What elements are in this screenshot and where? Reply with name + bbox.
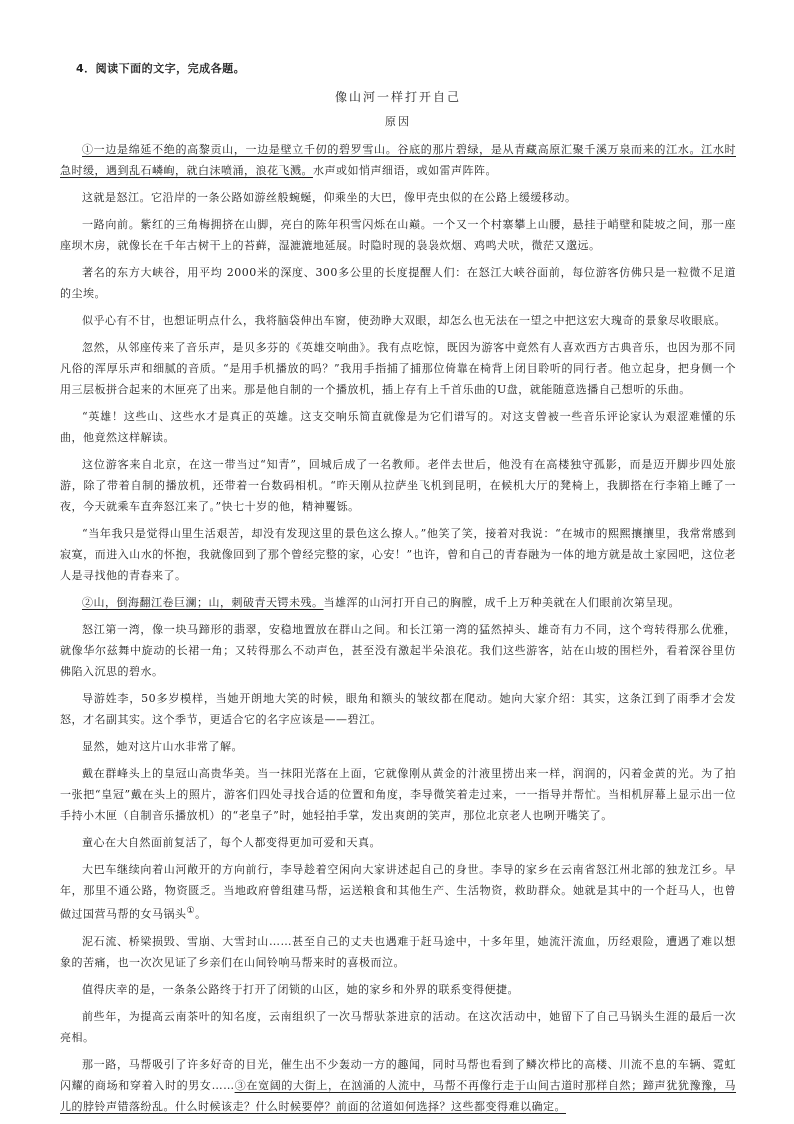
paragraph-text: 当雄浑的山河打开自己的胸膛，成千上万种美就在人们眼前次第呈现。 — [323, 596, 680, 609]
paragraph-text: 大巴车继续向着山河敞开的方向前行，李导趁着空闲向大家讲述起自己的身世。李导的家乡在云南省怒江州北部的独龙江乡。早年，那里不通公路，物资匮乏。当地政府曾组建马帮，运送粮食和其他生产、生活物资，救助群众。她就是其中的一个赶马人，也曾做过国营马帮的女马锅头 — [60, 863, 736, 921]
article-paragraph — [60, 1006, 736, 1048]
article-paragraph — [60, 139, 736, 181]
article-paragraph — [60, 1054, 736, 1117]
article-paragraph — [60, 337, 736, 400]
article-body — [60, 139, 736, 1117]
article-title: 像山河一样打开自己 — [334, 90, 461, 104]
article-paragraph — [60, 592, 736, 613]
paragraph-text: 前些年，为提高云南茶叶的知名度，云南组织了一次马帮驮茶进京的活动。在这次活动中，她留下了自己马锅头生涯的最后一次亮相。 — [60, 1009, 736, 1044]
page — [60, 60, 736, 1123]
paragraph-text: 那一路，马帮吸引了许多好奇的目光，催生出不少轰动一方的趣闻，同时马帮也看到了鳞次栉比的高楼、川流不息的车辆、霓虹闪耀的商场和穿着入时的男女…… — [60, 1057, 736, 1092]
paragraph-text: 泥石流、桥梁损毁、雪崩、大雪封山……甚至自己的丈夫也遇难于赶马途中，十多年里，她流汗流血，历经艰险，遭遇了难以想象的苦痛，也一次次见证了乡亲们在山间铃响马帮来时的喜极而泣。 — [60, 934, 736, 969]
article-paragraph — [60, 736, 736, 757]
article-author: 原因 — [385, 115, 411, 128]
paragraph-text: 值得庆幸的是，一条条公路终于打开了闭锁的山区，她的家乡和外界的联系变得便捷。 — [82, 982, 519, 996]
article-paragraph — [60, 262, 736, 304]
article-paragraph — [60, 187, 736, 208]
paragraph-text: 戴在群峰头上的皇冠山高贵华美。当一抹阳光落在上面，它就像刚从黄金的汁液里捞出来一样，润润的，闪着金黄的光。为了拍一张把“皇冠”戴在头上的照片，游客们四处寻找合适的位置和角度，李导微笑着走过来，一一指导并帮忙。当相机屏幕上显示出一位手持小木匣（自制音乐播放机）的“老皇子”时，她轻拍手掌，发出爽朗的笑声，那位北京老人也咧开嘴笑了。 — [60, 767, 736, 822]
article-paragraph — [60, 859, 736, 925]
paragraph-text: 。 — [195, 907, 207, 921]
paragraph-text: 显然，她对这片山水非常了解。 — [82, 740, 243, 753]
underlined-sentence: ①一边是绵延不绝的高黎贡山，一边是壁立千仞的碧罗雪山。谷底的那片碧绿，是从青藏高原汇聚千溪万泉而来的江水。江水时急时缓，遇到乱石嶙峋，就白沫喷涌，浪花飞溅。 — [60, 143, 736, 177]
paragraph-text: 这就是怒江。它沿岸的一条公路如游丝般蜿蜒，仰乘坐的大巴，像甲壳虫似的在公路上缓缓移动。 — [82, 191, 577, 204]
paragraph-text: “英雄！这些山、这些水才是真正的英雄。这支交响乐简直就像是为它们谱写的。对这支曾被一些音乐评论家认为艰涩难懂的乐曲，他竟然这样解读。 — [60, 410, 736, 444]
article-paragraph — [60, 310, 736, 331]
underlined-sentence: ③在宽阔的大街上，在汹涌的人流中，马帮不再像行走于山间古道时那样自然；蹄声犹犹豫豫，马儿的脖铃声错落纷乱。什么时候该走？什么时候要停？前面的岔道如何选择？这些都变得难以确定。 — [60, 1078, 737, 1113]
paragraph-text: 童心在大自然面前复活了，每个人都变得更加可爱和天真。 — [82, 836, 381, 849]
footnote-marker: ① — [186, 906, 196, 916]
paragraph-text: 这位游客来自北京，在这一带当过“知青”，回城后成了一名教师。老伴去世后，他没有在高楼独守孤影，而是迈开脚步四处旅游，除了带着自制的播放机，还带着一台数码相机。“昨天刚从拉萨坐飞机到昆明，在候机大厅的凳椅上，我脚搭在行李箱上睡了一夜，今天就乘车直奔怒江来了。”快七十岁的他，精神矍铄。 — [60, 458, 736, 513]
question-title: 4．阅读下面的文字，完成各题。 — [76, 62, 246, 75]
article-paragraph — [60, 688, 736, 730]
article-paragraph — [60, 523, 736, 586]
paragraph-text: 怒江第一湾，像一块马蹄形的翡翠，安稳地置放在群山之间。和长江第一湾的猛然掉头、雄奇有力不同，这个弯转得那么优雅，就像华尔兹舞中旋动的长裙一角；又转得那么不动声色，甚至没有激起半朵浪花。我们这些游客，站在山坡的围栏外，看着深谷里仿佛陷入沉思的碧水。 — [60, 623, 736, 678]
paragraph-text: “当年我只是觉得山里生活艰苦，却没有发现这里的景色这么撩人。”他笑了笑，接着对我说：“在城市的熙熙攘攘里，我常常感到寂寞，而进入山水的怀抱，我就像回到了那个曾经完整的家，心安！”也许，曾和自己的青春融为一体的地方就是故土家园吧，这位老人是寻找他的青春来了。 — [60, 527, 736, 582]
article-paragraph — [60, 406, 736, 448]
paragraph-text: 似乎心有不甘，也想证明点什么，我将脑袋伸出车窗，使劲睁大双眼，却怎么也无法在一望之中把这宏大瑰奇的景象尽收眼底。 — [82, 314, 726, 327]
underlined-sentence: ②山，倒海翻江卷巨澜；山，刺破青天锷未残。 — [82, 596, 324, 609]
paragraph-text: 一路向前。紫红的三角梅拥挤在山脚，亮白的陈年积雪闪烁在山巅。一个又一个村寨攀上山腰，悬挂于峭壁和陡坡之间，那一座座坝木房，就像长在千年古树干上的苔藓，湿漉漉地延展。时隐时现的袅袅炊烟、鸡鸣犬吠，微茫又邈远。 — [60, 218, 736, 252]
article-paragraph — [60, 214, 736, 256]
paragraph-text: 水声或如悄声细语，或如雷声阵阵。 — [313, 164, 497, 177]
paragraph-text: 著名的东方大峡谷，用平均 2000米的深度、300多公里的长度提醒人们：在怒江大峡谷面前，每位游客仿佛只是一粒微不足道的尘埃。 — [60, 266, 736, 300]
article-paragraph — [60, 763, 736, 826]
article-paragraph — [60, 931, 736, 973]
article-paragraph — [60, 832, 736, 853]
paragraph-text: 忽然，从邻座传来了音乐声，是贝多芬的《英雄交响曲》。我有点吃惊，既因为游客中竟然有人喜欢西方古典音乐，也因为那不同凡俗的浑厚乐声和细腻的音质。“是用手机播放的吗？”我用手指捕了捕那位倚靠在椅背上闭目聆听的同行者。他立起身，把身侧一个用三层板拼合起来的木匣亮了出来。那是他自制的一个播放机，插上存有上千首乐曲的U盘，就能随意选播自己想听的乐曲。 — [60, 341, 736, 396]
article-paragraph — [60, 454, 736, 517]
article-paragraph — [60, 619, 736, 682]
article-paragraph — [60, 979, 736, 1000]
paragraph-text: 导游姓李，50多岁模样，当她开朗地大笑的时候，眼角和额头的皱纹都在爬动。她向大家介绍：其实，这条江到了雨季才会发怒，才名副其实。这个季节，更适合它的名字应该是——碧江。 — [60, 692, 736, 726]
